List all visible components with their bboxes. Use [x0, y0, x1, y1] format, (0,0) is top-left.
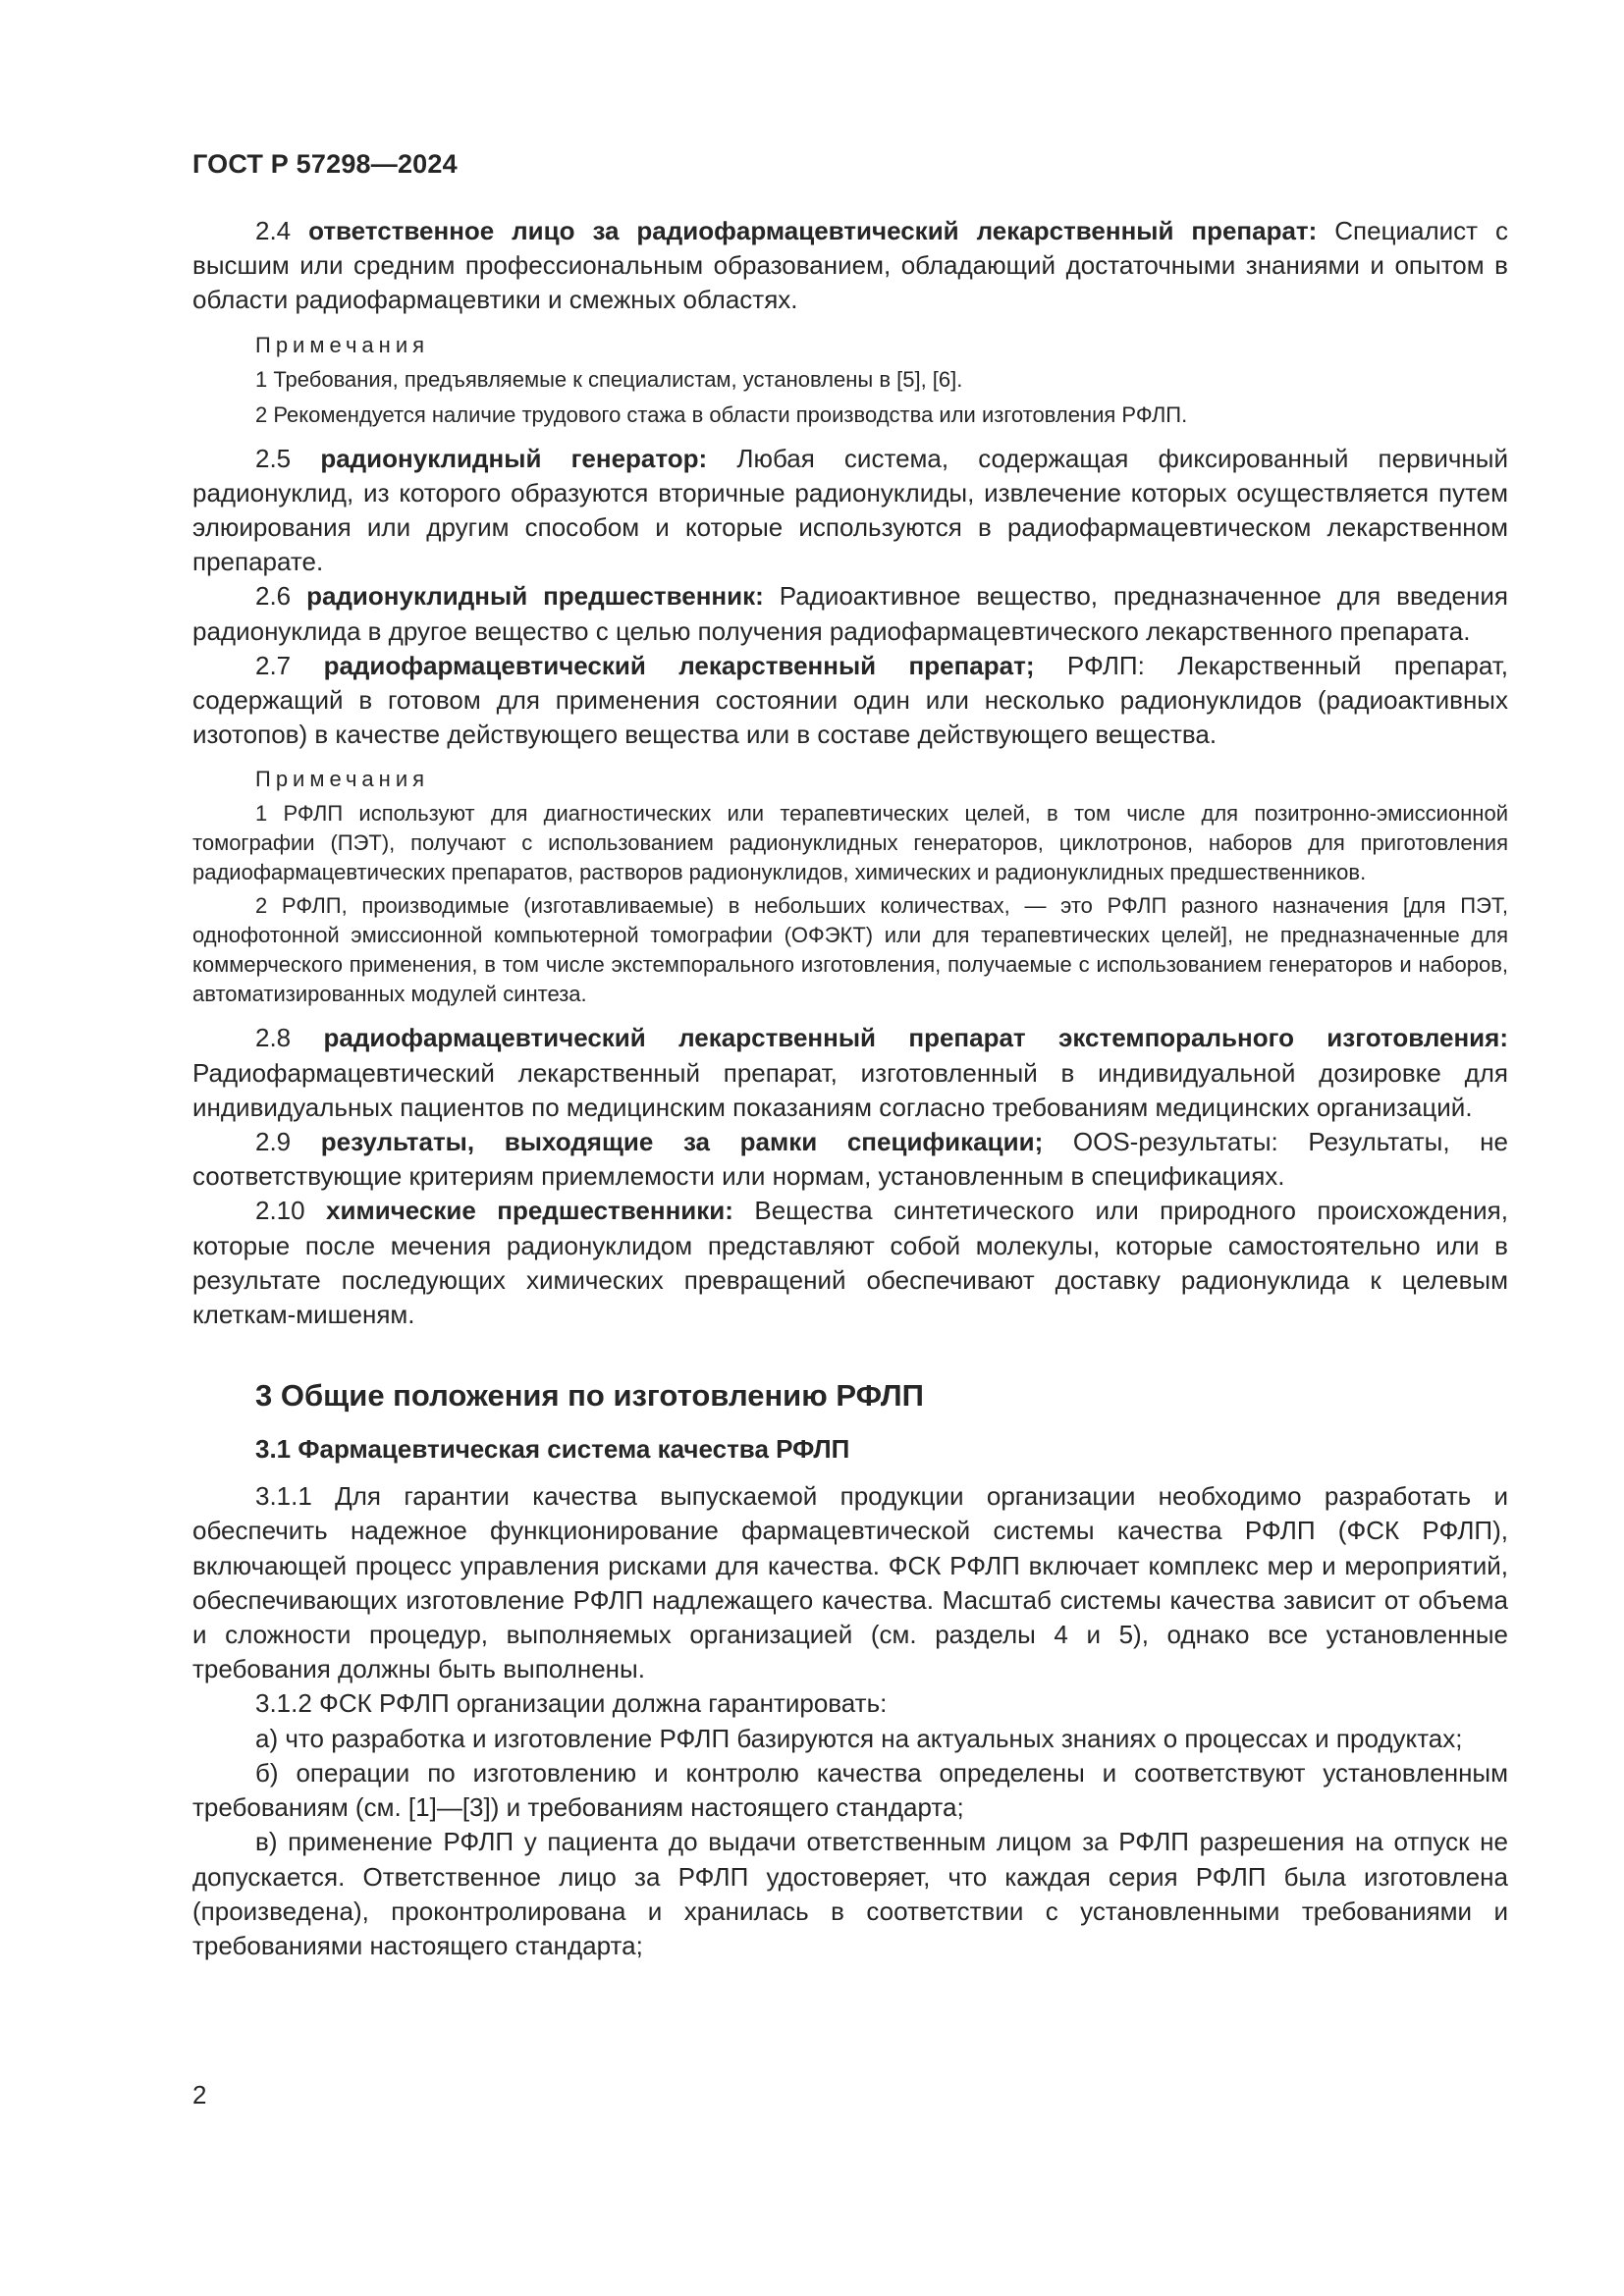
notes-title: Примечания: [255, 332, 430, 357]
term-2-6: [192, 579, 1508, 648]
term-number: 2.4: [255, 216, 292, 245]
section-title: 3 Общие положения по изготовлению РФЛП: [255, 1378, 924, 1414]
term-number: 2.5: [255, 443, 292, 473]
term-number: 2.8: [255, 1023, 292, 1053]
term-2-10: [192, 1194, 1508, 1332]
document-header: ГОСТ Р 57298—2024: [192, 149, 458, 179]
term-title: ответственное лицо за радиофармацевтический лекарственный препарат:: [308, 216, 1318, 245]
term-title: радионуклидный генератор:: [320, 443, 708, 473]
list-item-b: б) операции по изготовлению и контролю качества определены и соответствуют установленным требованиям (см. [1]—[3]) и требованиям настоящего стандарта;: [192, 1757, 1508, 1823]
notes-title: Примечания: [255, 767, 430, 792]
note-item: 2 РФЛП, производимые (изготавливаемые) в небольших количествах, — это РФЛП разного назначения [для ПЭТ, однофотонной эмиссионной компьютерной томографии (ОФЭКТ) или для терапевтических целей], не предназначенные для коммерческого применения, в том числе экстемпорального изготовления, получаемые с использованием генераторов и наборов, автоматизированных модулей синтеза.: [192, 893, 1508, 1007]
term-2-4: [192, 214, 1508, 318]
list-item-a: а) что разработка и изготовление РФЛП базируются на актуальных знаниях о процессах и продуктах;: [255, 1723, 1463, 1753]
term-definition: РФЛП: Лекарственный препарат, содержащий в готовом для применения состоянии один или несколько радионуклидов (радиоактивных изотопов) в качестве действующего вещества или в составе действующего вещества.: [192, 650, 1508, 750]
term-title: результаты, выходящие за рамки спецификации;: [320, 1127, 1044, 1157]
term-definition: Вещества синтетического или природного происхождения, которые после мечения радионуклидом представляют собой молекулы, которые самостоятельно или в результате последующих химических превращений обеспечивают доставку радионуклида к целевым клеткам-мишеням.: [192, 1196, 1508, 1330]
note-item: 1 Требования, предъявляемые к специалистам, установлены в [5], [6].: [255, 366, 963, 392]
term-title: радионуклидный предшественник:: [306, 581, 764, 612]
term-definition: OOS-результаты: Результаты, не соответствующие критериям приемлемости или нормам, установленным в спецификациях.: [192, 1127, 1508, 1192]
term-definition: Любая система, содержащая фиксированный первичный радионуклид, из которого образуются вторичные радионуклиды, извлечение которых осуществляется путем элюирования или другим способом и которые используются в радиофармацевтическом лекарственном препарате.: [192, 443, 1509, 577]
term-2-9: [192, 1125, 1508, 1194]
subsection-title: 3.1 Фармацевтическая система качества РФЛП: [255, 1434, 850, 1465]
document-page: [192, 147, 1508, 2209]
term-2-5: [192, 442, 1508, 580]
term-title: радиофармацевтический лекарственный препарат;: [323, 650, 1035, 680]
term-definition: Радиофармацевтический лекарственный препарат, изготовленный в индивидуальной дозировке для индивидуальных пациентов по медицинским показаниям согласно требованиям медицинских организаций.: [192, 1057, 1508, 1122]
term-definition: Специалист с высшим или средним профессиональным образованием, обладающий достаточными знаниями и опытом в области радиофармацевтики и смежных областях.: [192, 216, 1508, 315]
term-number: 2.7: [255, 650, 292, 680]
term-2-8: [192, 1021, 1508, 1125]
term-number: 2.10: [255, 1196, 305, 1226]
term-title: химические предшественники:: [326, 1196, 733, 1226]
notes-block-b: [192, 766, 1508, 1009]
notes-block-a: [192, 332, 1508, 430]
term-definition: Радиоактивное вещество, предназначенное для введения радионуклида в другое вещество с целью получения радиофармацевтического лекарственного препарата.: [192, 581, 1508, 646]
term-2-7: [192, 649, 1508, 753]
term-number: 2.9: [255, 1127, 292, 1157]
term-title: радиофармацевтический лекарственный препарат экстемпорального изготовления:: [323, 1023, 1508, 1053]
note-item: 2 Рекомендуется наличие трудового стажа в области производства или изготовления РФЛП.: [255, 401, 1188, 427]
term-number: 2.6: [255, 581, 292, 612]
list-item-v: в) применение РФЛП у пациента до выдачи ответственным лицом за РФЛП разрешения на отпуск не допускается. Ответственное лицо за РФЛП удостоверяет, что каждая серия РФЛП была изготовлена (произведена), проконтролирована и хранилась в соответствии с установленными требованиями и требованиями настоящего стандарта;: [192, 1827, 1508, 1960]
page-number: 2: [192, 2080, 207, 2109]
paragraph-3-1-1: 3.1.1 Для гарантии качества выпускаемой продукции организации необходимо разработать и обеспечить надежное функционирование фармацевтической системы качества РФЛП (ФСК РФЛП), включающей процесс управления рисками для качества. ФСК РФЛП включает комплекс мер и мероприятий, обеспечивающих изготовление РФЛП надлежащего качества. Масштаб системы качества зависит от объема и сложности процедур, выполняемых организацией (см. разделы 4 и 5), однако все установленные требования должны быть выполнены.: [192, 1481, 1508, 1684]
note-item: 1 РФЛП используют для диагностических или терапевтических целей, в том числе для позитронно-эмиссионной томографии (ПЭТ), получают с использованием радионуклидных генераторов, циклотронов, наборов для приготовления радиофармацевтических препаратов, растворов радионуклидов, химических и радионуклидных предшественников.: [192, 801, 1508, 885]
paragraph-3-1-2: 3.1.2 ФСК РФЛП организации должна гарантировать:: [255, 1688, 888, 1719]
